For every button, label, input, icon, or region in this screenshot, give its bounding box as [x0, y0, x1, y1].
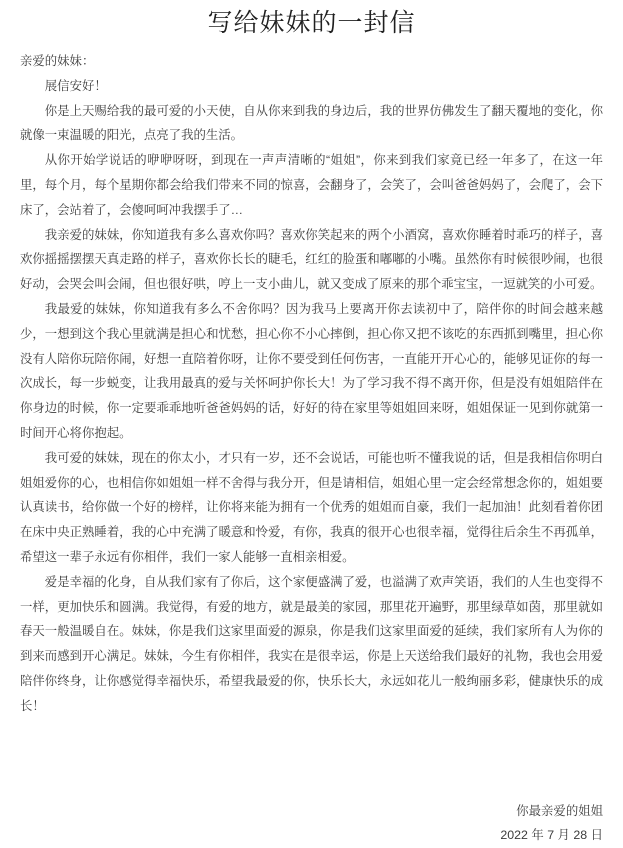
- date-line: 2022 年 7 月 28 日: [500, 828, 603, 843]
- signature: 你最亲爱的姐姐: [516, 803, 603, 818]
- letter-paragraph: 展信安好！: [44, 78, 107, 93]
- salutation: 亲爱的妹妹：: [20, 54, 95, 68]
- letter-paragraph: 我可爱的妹妹，现在的你太小，才只有一岁，还不会说话，可能也听不懂我说的话，但是我相信你明白姐姐爱你的心，也相信你如姐姐一样不舍得与我分开，但是请相信，姐姐心里一定会经常想念你的，姐姐要认真读书，给你做一个好的榜样，让你将来能为拥有一个优秀的姐姐而自豪，我们一起加油！此刻看着你团在床中央正熟睡着，我的心中充满了暖意和怜爱，有你，我真的很开心也很幸福，觉得往后余生不再孤单，希望这一辈子永远有你相伴，我们一家人能够一直相亲相爱。: [20, 450, 603, 564]
- letter-title: 写给妹妹的一封信: [207, 9, 416, 37]
- letter-paragraph: 从你开始学说话的咿咿呀呀，到现在一声声清晰的“姐姐”，你来到我们家竟已经一年多了，在这一年里，每个月，每个星期你都会给我们带来不同的惊喜，会翻身了，会笑了，会叫爸爸妈妈了，会爬了，会下床了，会站着了，会傻呵呵冲我摆手了…: [20, 153, 603, 217]
- letter-paragraph: 你是上天赐给我的最可爱的小天使，自从你来到我的身边后，我的世界仿佛发生了翻天覆地的变化，你就像一束温暖的阳光，点亮了我的生活。: [20, 103, 603, 143]
- letter-paragraph: 爱是幸福的化身，自从我们家有了你后，这个家便盛满了爱，也溢满了欢声笑语，我们的人生也变得不一样，更加快乐和圆满。我觉得，有爱的地方，就是最美的家园，那里花开遍野，那里绿草如茵，那里就如春天一般温暖自在。妹妹，你是我们这家里面爱的源泉，你是我们这家里面爱的延续，我们家所有人为你的到来而感到开心满足。妹妹，今生有你相伴，我实在是很幸运，你是上天送给我们最好的礼物，我也会用爱陪伴你终身，让你感觉得幸福快乐，希望我最爱的你，快乐长大，永远如花儿一般绚丽多彩，健康快乐的成长！: [20, 574, 603, 713]
- letter-paragraph: 我最爱的妹妹，你知道我有多么不舍你吗？因为我马上要离开你去读初中了，陪伴你的时间会越来越少，一想到这个我心里就满是担心和忧愁，担心你不小心摔倒，担心你又把不该吃的东西抓到嘴里，担心你没有人陪你玩陪你闹，好想一直陪着你呀，让你不要受到任何伤害，一直能开开心心的，能够见证你的每一次成长，每一步蜕变，让我用最真的爱与关怀呵护你长大！为了学习我不得不离开你，但是没有姐姐陪伴在你身边的时候，你一定要乖乖地听爸爸妈妈的话，好好的待在家里等姐姐回来呀，姐姐保证一见到你就第一时间开心将你抱起。: [20, 301, 603, 440]
- letter-body: [20, 49, 603, 848]
- letter-closing: [20, 799, 603, 848]
- letter-paragraph: 我亲爱的妹妹，你知道我有多么喜欢你吗？喜欢你笑起来的两个小酒窝，喜欢你睡着时乖巧的样子，喜欢你摇摇摆摆天真走路的样子，喜欢你长长的睫毛，红红的脸蛋和嘟嘟的小嘴。虽然你有时候很吵闹，也很好动，会哭会叫会闹，但也很好哄，哼上一支小曲儿，就又变成了原来的那个乖宝宝，一逗就笑的小可爱。: [20, 227, 603, 292]
